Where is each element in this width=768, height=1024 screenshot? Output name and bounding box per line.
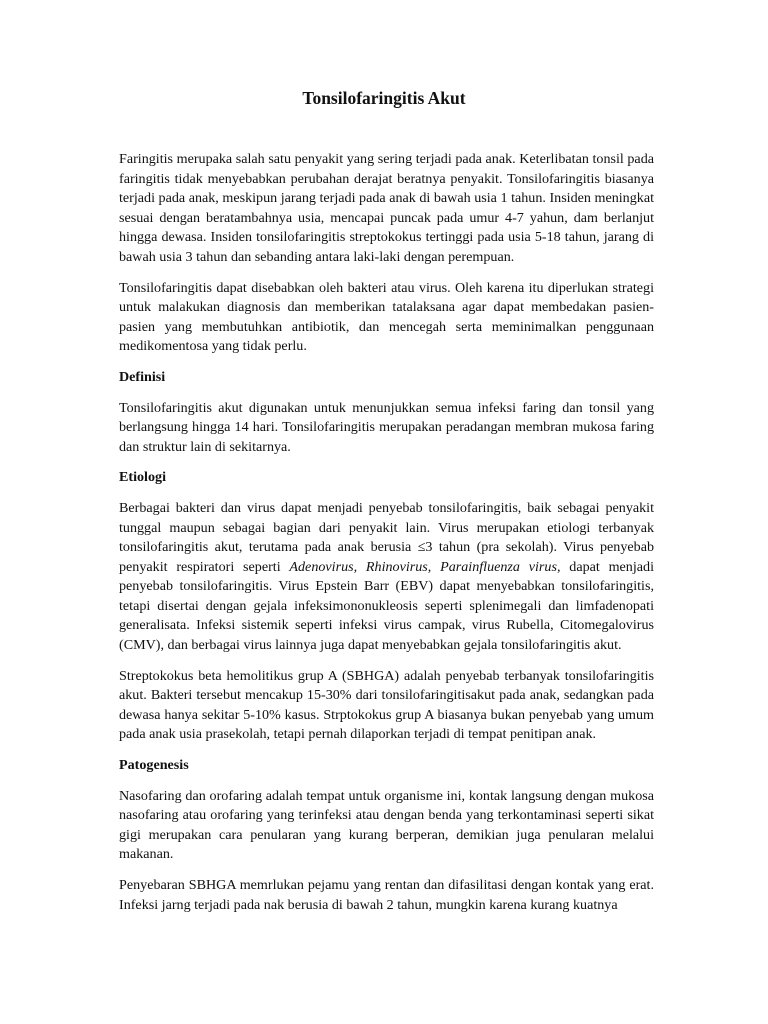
virus-names-italic: Adenovirus, Rhinovirus, Parainfluenza virus, [289,558,561,575]
document-title: Tonsilofaringitis Akut [302,88,466,108]
paragraph-intro: Faringitis merupaka salah satu penyakit yang sering terjadi pada anak. Keterlibatan tonsil pada faringitis tidak menyebabkan perubahan derajat beratnya penyakit. Tonsilofaringitis biasanya terjadi pada anak, meskipun jarang terjadi pada anak di bawah usia 1 tahun. Insiden meningkat sesuai dengan beratambahnya usia, mencapai puncak pada umur 4-7 yahun, dam berlanjut hingga dewasa. Insiden tonsilofaringitis streptokokus tertinggi pada usia 5-18 tahun, jarang di bawah usia 3 tahun dan sebanding antara laki-laki dengan perempuan. [119,151,654,265]
heading-patogenesis: Patogenesis [119,757,189,774]
paragraph-patogenesis-transmission: Nasofaring dan orofaring adalah tempat untuk organisme ini, kontak langsung dengan mukosa nasofaring atau orofaring yang terinfeksi atau dengan benda yang terkontaminasi seperti sikat gigi merupakan cara penularan yang kurang berperan, demikian juga penularan melalui makanan. [119,787,654,863]
heading-etiologi: Etiologi [119,469,166,486]
document-body [119,150,654,926]
paragraph-etiologi-sbhga: Streptokokus beta hemolitikus grup A (SBHGA) adalah penyebab terbanyak tonsilofaringitis akut. Bakteri tersebut mencakup 15-30% dari tonsilofaringitisakut pada anak, sedangkan pada dewasa hanya sekitar 5-10% kasus. Strptokokus grup A biasanya bukan penyebab yang umum pada anak usia prasekolah, tetapi pernah dilaporkan terjadi di tempat penitipan anak. [119,667,654,743]
etiologi-text-end: dapat menjadi penyebab tonsilofaringitis. Virus Epstein Barr (EBV) dapat menyebabkan tonsilofaringitis, tetapi disertai dengan gejala infeksimononukleosis seperti splenimegali dan limfadenopati generalisata. Infeksi sistemik seperti infeksi virus campak, virus Rubella, Citomegalovirus (CMV), dan berbagai virus lainnya juga dapat menyebabkan gejala tonsilofaringitis akut. [119,558,654,654]
etiologi-text-start: Berbagai bakteri dan virus dapat menjadi penyebab tonsilofaringitis, baik sebagai penyakit tunggal maupun sebagai bagian dari penyakit lain. Virus merupakan etiologi terbanyak tonsilofaringitis akut, terutama pada anak berusia ≤3 tahun (pra sekolah). Virus penyebab penyakit respiratori seperti [119,499,654,575]
paragraph-definisi: Tonsilofaringitis akut digunakan untuk menunjukkan semua infeksi faring dan tonsil yang berlangsung hingga 14 hari. Tonsilofaringitis merupakan peradangan membran mukosa faring dan struktur lain di sekitarnya. [119,399,654,455]
paragraph-patogenesis-spread: Penyebaran SBHGA memrlukan pejamu yang rentan dan difasilitasi dengan kontak yang erat. Infeksi jarng terjadi pada nak berusia di bawah 2 tahun, mungkin karena kurang kuatnya [119,877,654,913]
paragraph-etiologi-viruses [119,499,654,656]
heading-definisi: Definisi [119,368,166,385]
paragraph-cause: Tonsilofaringitis dapat disebabkan oleh bakteri atau virus. Oleh karena itu diperlukan strategi untuk malakukan diagnosis dan memberikan tatalaksana agar dapat membedakan pasien-pasien yang membutuhkan antibiotik, dan mencegah serta meminimalkan penggunaan medikomentosa yang tidak perlu. [119,279,654,355]
